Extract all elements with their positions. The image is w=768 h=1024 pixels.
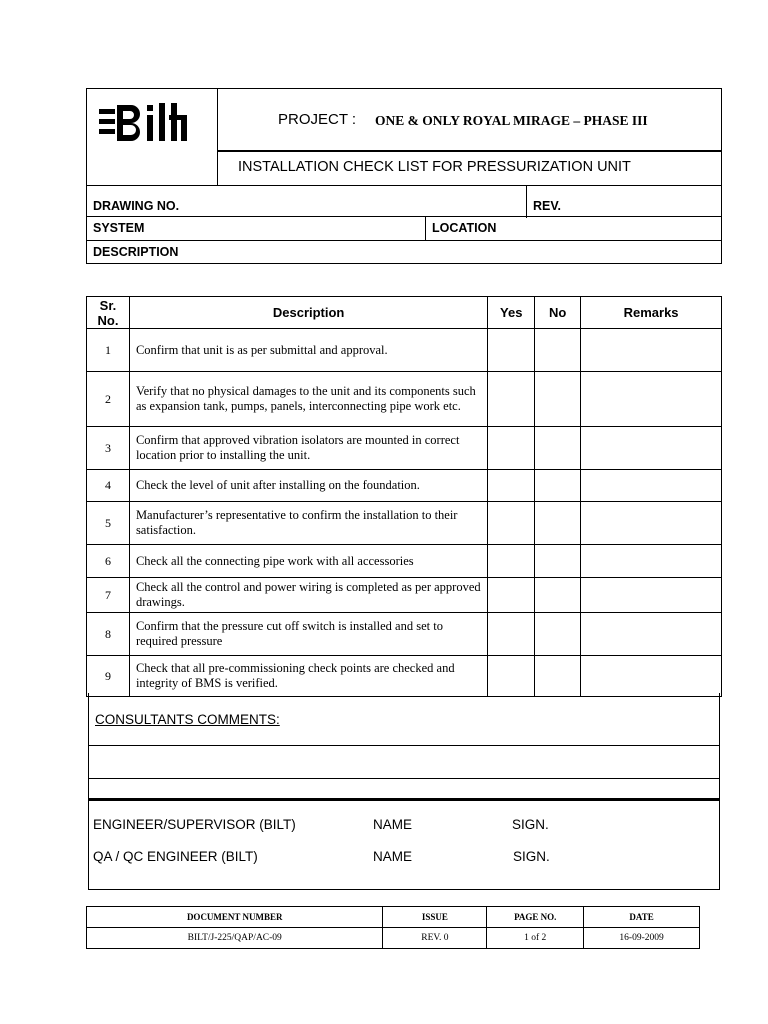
row-description: Confirm that unit is as per submittal and approval. [129,329,487,372]
remarks-cell[interactable] [581,613,722,656]
row-number: 8 [87,613,130,656]
no-cell[interactable] [535,545,581,578]
engineer-role: ENGINEER/SUPERVISOR (BILT) [93,817,296,832]
no-cell[interactable] [535,372,581,427]
checklist-header-row [87,297,722,329]
qaqc-role: QA / QC ENGINEER (BILT) [93,849,258,864]
project-name: ONE & ONLY ROYAL MIRAGE – PHASE III [375,113,648,128]
drawing-row [87,185,721,218]
engineer-sign-label[interactable]: SIGN. [512,817,549,832]
yes-cell[interactable] [488,427,535,470]
remarks-cell[interactable] [581,372,722,427]
yes-cell[interactable] [488,502,535,545]
table-row [87,656,722,697]
no-cell[interactable] [535,427,581,470]
row-number: 7 [87,578,130,613]
comment-line [89,745,719,746]
comment-line [89,778,719,779]
consultants-comments-label: CONSULTANTS COMMENTS: [95,712,280,727]
issue-value: REV. 0 [383,928,487,949]
yes-cell[interactable] [488,578,535,613]
description-label: DESCRIPTION [93,245,179,259]
qaqc-name-label[interactable]: NAME [373,849,413,864]
col-yes: Yes [488,297,535,329]
yes-cell[interactable] [488,372,535,427]
document-info-table [86,906,700,949]
row-description: Manufacturer’s representative to confirm the installation to their satisfaction. [129,502,487,545]
row-number: 9 [87,656,130,697]
page-no-header: PAGE NO. [487,907,584,928]
col-description: Description [129,297,487,329]
location-label: LOCATION [432,221,497,235]
row-number: 5 [87,502,130,545]
no-cell[interactable] [535,502,581,545]
row-number: 1 [87,329,130,372]
row-number: 6 [87,545,130,578]
row-number: 3 [87,427,130,470]
yes-cell[interactable] [488,470,535,502]
issue-header: ISSUE [383,907,487,928]
logo-cell [87,89,218,185]
col-no: No [535,297,581,329]
row-description: Confirm that the pressure cut off switch is installed and set to required pressure [129,613,487,656]
consultants-comments-box [88,693,720,799]
remarks-cell[interactable] [581,329,722,372]
table-row [87,427,722,470]
remarks-cell[interactable] [581,470,722,502]
page-title: INSTALLATION CHECK LIST FOR PRESSURIZATION UNIT [238,159,631,175]
header-block [86,88,722,264]
yes-cell[interactable] [488,613,535,656]
col-sr-no: Sr. No. [87,297,130,329]
row-number: 2 [87,372,130,427]
table-row [87,329,722,372]
signoff-box [88,799,720,890]
row-description: Check the level of unit after installing on the foundation. [129,470,487,502]
document-info-header-row [87,907,700,928]
yes-cell[interactable] [488,545,535,578]
doc-number-value: BILT/J-225/QAP/AC-09 [87,928,383,949]
description-row [87,240,721,265]
row-number: 4 [87,470,130,502]
row-description: Confirm that approved vibration isolators are mounted in correct location prior to installing the unit. [129,427,487,470]
engineer-name-label[interactable]: NAME [373,817,413,832]
yes-cell[interactable] [488,329,535,372]
row-description: Verify that no physical damages to the unit and its components such as expansion tank, pumps, panels, interconnecting pipe work etc. [129,372,487,427]
project-label: PROJECT : [278,111,357,128]
table-row [87,470,722,502]
table-row [87,613,722,656]
page-no-value: 1 of 2 [487,928,584,949]
drawing-no-label: DRAWING NO. [93,199,180,213]
bilt-logo [97,99,207,149]
yes-cell[interactable] [488,656,535,697]
remarks-cell[interactable] [581,502,722,545]
title-cell [218,151,721,185]
no-cell[interactable] [535,329,581,372]
date-header: DATE [584,907,700,928]
document-info-value-row [87,928,700,949]
col-remarks: Remarks [581,297,722,329]
row-description: Check that all pre-commissioning check points are checked and integrity of BMS is verified. [129,656,487,697]
no-cell[interactable] [535,578,581,613]
remarks-cell[interactable] [581,656,722,697]
row-description: Check all the connecting pipe work with all accessories [129,545,487,578]
table-row [87,502,722,545]
no-cell[interactable] [535,613,581,656]
remarks-cell[interactable] [581,427,722,470]
no-cell[interactable] [535,470,581,502]
qaqc-sign-label[interactable]: SIGN. [513,849,550,864]
row-description: Check all the control and power wiring is completed as per approved drawings. [129,578,487,613]
date-value: 16-09-2009 [584,928,700,949]
system-label: SYSTEM [93,221,145,235]
table-row [87,578,722,613]
no-cell[interactable] [535,656,581,697]
remarks-cell[interactable] [581,545,722,578]
rev-label: REV. [533,199,562,213]
doc-number-header: DOCUMENT NUMBER [87,907,383,928]
checklist-table [86,296,722,697]
table-row [87,372,722,427]
table-row [87,545,722,578]
system-row [87,216,721,241]
project-cell [218,89,721,151]
remarks-cell[interactable] [581,578,722,613]
